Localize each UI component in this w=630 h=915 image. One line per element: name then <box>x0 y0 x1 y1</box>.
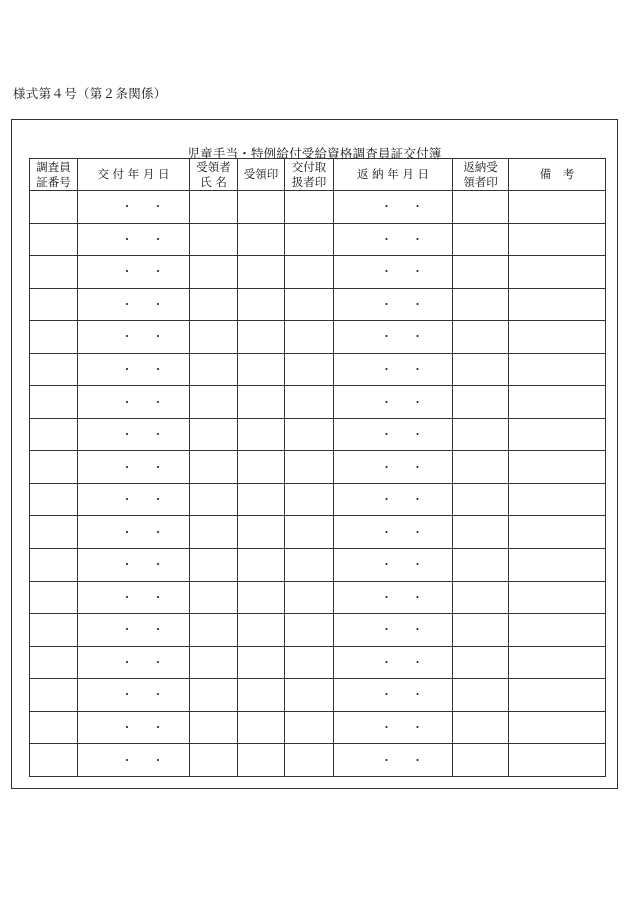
date-separator: ・ <box>121 688 133 702</box>
table-row <box>30 321 606 354</box>
cell-receipt-seal[interactable] <box>238 744 285 777</box>
cell-receipt-seal[interactable] <box>238 711 285 744</box>
header-row <box>30 159 606 191</box>
cell-receipt-seal[interactable] <box>238 321 285 354</box>
date-separator: ・ <box>381 688 392 702</box>
cell-receipt-seal[interactable] <box>238 581 285 614</box>
header-investigator-number: 調査員 証番号 <box>30 159 78 191</box>
date-separator: ・ <box>412 265 423 279</box>
date-separator: ・ <box>152 753 164 767</box>
cell-return-receiver-seal[interactable] <box>453 549 509 582</box>
date-separator: ・ <box>412 558 423 572</box>
cell-return-receiver-seal[interactable] <box>453 516 509 549</box>
cell-receipt-seal[interactable] <box>238 483 285 516</box>
cell-issuer-seal[interactable] <box>285 679 334 712</box>
date-separator: ・ <box>412 460 423 474</box>
header-remarks: 備 考 <box>509 159 606 191</box>
cell-recipient-name[interactable] <box>190 418 238 451</box>
cell-investigator-number[interactable] <box>30 321 78 354</box>
date-separator: ・ <box>381 232 392 246</box>
cell-return-date[interactable] <box>334 516 453 549</box>
cell-recipient-name[interactable] <box>190 614 238 647</box>
header-issue-date: 交 付 年 月 日 <box>78 159 190 191</box>
register-table <box>29 158 606 777</box>
cell-return-date[interactable] <box>334 288 453 321</box>
cell-issuer-seal[interactable] <box>285 256 334 289</box>
header-receipt-seal: 受領印 <box>238 159 285 191</box>
cell-return-date[interactable] <box>334 549 453 582</box>
cell-return-date[interactable] <box>334 386 453 419</box>
cell-issue-date[interactable] <box>78 418 190 451</box>
date-separator: ・ <box>121 753 133 767</box>
cell-remarks[interactable] <box>509 483 606 516</box>
date-separator: ・ <box>121 200 133 214</box>
cell-recipient-name[interactable] <box>190 516 238 549</box>
date-separator: ・ <box>412 395 423 409</box>
cell-return-date[interactable] <box>334 614 453 647</box>
date-separator: ・ <box>121 395 133 409</box>
cell-investigator-number[interactable] <box>30 711 78 744</box>
cell-recipient-name[interactable] <box>190 679 238 712</box>
date-separator: ・ <box>152 590 164 604</box>
cell-receipt-seal[interactable] <box>238 288 285 321</box>
table-row <box>30 386 606 419</box>
cell-receipt-seal[interactable] <box>238 191 285 224</box>
cell-return-date[interactable] <box>334 581 453 614</box>
date-separator: ・ <box>152 232 164 246</box>
date-separator: ・ <box>121 623 133 637</box>
cell-investigator-number[interactable] <box>30 353 78 386</box>
cell-issue-date[interactable] <box>78 288 190 321</box>
cell-issue-date[interactable] <box>78 353 190 386</box>
cell-issuer-seal[interactable] <box>285 418 334 451</box>
date-separator: ・ <box>412 590 423 604</box>
date-separator: ・ <box>121 330 133 344</box>
table-row <box>30 679 606 712</box>
cell-return-receiver-seal[interactable] <box>453 321 509 354</box>
table-row <box>30 744 606 777</box>
date-separator: ・ <box>412 493 423 507</box>
date-separator: ・ <box>381 590 392 604</box>
cell-investigator-number[interactable] <box>30 679 78 712</box>
cell-return-date[interactable] <box>334 223 453 256</box>
date-separator: ・ <box>381 265 392 279</box>
cell-return-receiver-seal[interactable] <box>453 191 509 224</box>
cell-recipient-name[interactable] <box>190 483 238 516</box>
table-row <box>30 646 606 679</box>
cell-investigator-number[interactable] <box>30 516 78 549</box>
date-separator: ・ <box>381 753 392 767</box>
cell-issuer-seal[interactable] <box>285 646 334 679</box>
date-separator: ・ <box>121 232 133 246</box>
table-row <box>30 711 606 744</box>
header-recipient-name: 受領者 氏 名 <box>190 159 238 191</box>
cell-return-date[interactable] <box>334 353 453 386</box>
cell-recipient-name[interactable] <box>190 451 238 484</box>
date-separator: ・ <box>121 525 133 539</box>
date-separator: ・ <box>152 623 164 637</box>
cell-issue-date[interactable] <box>78 646 190 679</box>
cell-issuer-seal[interactable] <box>285 549 334 582</box>
cell-return-date[interactable] <box>334 451 453 484</box>
cell-issuer-seal[interactable] <box>285 614 334 647</box>
cell-investigator-number[interactable] <box>30 386 78 419</box>
date-separator: ・ <box>152 395 164 409</box>
date-separator: ・ <box>381 460 392 474</box>
date-separator: ・ <box>121 460 133 474</box>
cell-return-receiver-seal[interactable] <box>453 711 509 744</box>
date-separator: ・ <box>152 428 164 442</box>
date-separator: ・ <box>152 688 164 702</box>
date-separator: ・ <box>412 688 423 702</box>
cell-issue-date[interactable] <box>78 321 190 354</box>
date-separator: ・ <box>152 363 164 376</box>
register-title: 児童手当・特例給付受給資格調査員証交付簿 <box>187 146 442 161</box>
date-separator: ・ <box>152 297 164 311</box>
cell-remarks[interactable] <box>509 614 606 647</box>
cell-issuer-seal[interactable] <box>285 581 334 614</box>
cell-issue-date[interactable] <box>78 614 190 647</box>
date-separator: ・ <box>152 200 164 214</box>
date-separator: ・ <box>381 655 392 669</box>
cell-receipt-seal[interactable] <box>238 451 285 484</box>
cell-recipient-name[interactable] <box>190 256 238 289</box>
date-separator: ・ <box>152 525 164 539</box>
date-separator: ・ <box>412 200 423 214</box>
date-separator: ・ <box>152 721 164 735</box>
cell-return-receiver-seal[interactable] <box>453 483 509 516</box>
cell-remarks[interactable] <box>509 711 606 744</box>
date-separator: ・ <box>121 590 133 604</box>
cell-return-date[interactable] <box>334 256 453 289</box>
cell-return-date[interactable] <box>334 744 453 777</box>
register-body <box>30 191 606 777</box>
cell-recipient-name[interactable] <box>190 223 238 256</box>
cell-issue-date[interactable] <box>78 516 190 549</box>
date-separator: ・ <box>381 428 392 442</box>
cell-issuer-seal[interactable] <box>285 516 334 549</box>
date-separator: ・ <box>121 493 133 507</box>
table-row <box>30 516 606 549</box>
cell-investigator-number[interactable] <box>30 418 78 451</box>
date-separator: ・ <box>121 655 133 669</box>
cell-return-date[interactable] <box>334 321 453 354</box>
date-separator: ・ <box>121 297 133 311</box>
table-row <box>30 483 606 516</box>
cell-receipt-seal[interactable] <box>238 516 285 549</box>
date-separator: ・ <box>412 363 423 376</box>
cell-receipt-seal[interactable] <box>238 353 285 386</box>
cell-return-receiver-seal[interactable] <box>453 288 509 321</box>
cell-issuer-seal[interactable] <box>285 288 334 321</box>
header-return-date: 返 納 年 月 日 <box>334 159 453 191</box>
cell-issuer-seal[interactable] <box>285 353 334 386</box>
date-separator: ・ <box>381 395 392 409</box>
cell-return-receiver-seal[interactable] <box>453 223 509 256</box>
date-separator: ・ <box>121 265 133 279</box>
date-separator: ・ <box>121 558 133 572</box>
date-separator: ・ <box>412 721 423 735</box>
cell-remarks[interactable] <box>509 451 606 484</box>
cell-recipient-name[interactable] <box>190 191 238 224</box>
cell-issue-date[interactable] <box>78 483 190 516</box>
cell-return-receiver-seal[interactable] <box>453 353 509 386</box>
cell-issue-date[interactable] <box>78 679 190 712</box>
cell-investigator-number[interactable] <box>30 483 78 516</box>
cell-recipient-name[interactable] <box>190 321 238 354</box>
date-separator: ・ <box>381 297 392 311</box>
cell-remarks[interactable] <box>509 288 606 321</box>
cell-remarks[interactable] <box>509 191 606 224</box>
cell-receipt-seal[interactable] <box>238 418 285 451</box>
cell-return-date[interactable] <box>334 679 453 712</box>
date-separator: ・ <box>381 623 392 637</box>
table-row <box>30 614 606 647</box>
table-row <box>30 353 606 386</box>
cell-issuer-seal[interactable] <box>285 711 334 744</box>
cell-issue-date[interactable] <box>78 581 190 614</box>
cell-investigator-number[interactable] <box>30 549 78 582</box>
cell-receipt-seal[interactable] <box>238 614 285 647</box>
cell-issue-date[interactable] <box>78 711 190 744</box>
date-separator: ・ <box>121 721 133 735</box>
date-separator: ・ <box>121 363 133 376</box>
date-separator: ・ <box>152 558 164 572</box>
date-separator: ・ <box>152 460 164 474</box>
date-separator: ・ <box>412 753 423 767</box>
date-separator: ・ <box>152 655 164 669</box>
cell-issue-date[interactable] <box>78 256 190 289</box>
cell-issue-date[interactable] <box>78 549 190 582</box>
date-separator: ・ <box>381 558 392 572</box>
cell-issuer-seal[interactable] <box>285 321 334 354</box>
table-row <box>30 549 606 582</box>
header-issuer-seal: 交付取 扱者印 <box>285 159 334 191</box>
table-row <box>30 256 606 289</box>
cell-remarks[interactable] <box>509 646 606 679</box>
date-separator: ・ <box>381 200 392 214</box>
cell-issuer-seal[interactable] <box>285 191 334 224</box>
cell-issuer-seal[interactable] <box>285 744 334 777</box>
cell-remarks[interactable] <box>509 549 606 582</box>
cell-issuer-seal[interactable] <box>285 483 334 516</box>
cell-receipt-seal[interactable] <box>238 549 285 582</box>
cell-investigator-number[interactable] <box>30 288 78 321</box>
cell-issue-date[interactable] <box>78 223 190 256</box>
cell-return-date[interactable] <box>334 191 453 224</box>
table-row <box>30 191 606 224</box>
date-separator: ・ <box>381 330 392 344</box>
cell-investigator-number[interactable] <box>30 744 78 777</box>
cell-issuer-seal[interactable] <box>285 451 334 484</box>
cell-return-receiver-seal[interactable] <box>453 418 509 451</box>
cell-issue-date[interactable] <box>78 386 190 419</box>
table-row <box>30 418 606 451</box>
date-separator: ・ <box>152 330 164 344</box>
cell-recipient-name[interactable] <box>190 386 238 419</box>
date-separator: ・ <box>412 525 423 539</box>
cell-return-receiver-seal[interactable] <box>453 744 509 777</box>
date-separator: ・ <box>412 232 423 246</box>
cell-remarks[interactable] <box>509 223 606 256</box>
register-frame <box>11 119 618 789</box>
table-row <box>30 223 606 256</box>
date-separator: ・ <box>381 721 392 735</box>
cell-investigator-number[interactable] <box>30 581 78 614</box>
cell-issuer-seal[interactable] <box>285 223 334 256</box>
table-row <box>30 581 606 614</box>
cell-investigator-number[interactable] <box>30 451 78 484</box>
cell-receipt-seal[interactable] <box>238 223 285 256</box>
date-separator: ・ <box>381 363 392 376</box>
cell-investigator-number[interactable] <box>30 614 78 647</box>
cell-recipient-name[interactable] <box>190 353 238 386</box>
cell-receipt-seal[interactable] <box>238 679 285 712</box>
date-separator: ・ <box>412 330 423 344</box>
cell-recipient-name[interactable] <box>190 711 238 744</box>
cell-issue-date[interactable] <box>78 191 190 224</box>
date-separator: ・ <box>152 265 164 279</box>
cell-investigator-number[interactable] <box>30 223 78 256</box>
date-separator: ・ <box>412 297 423 311</box>
date-separator: ・ <box>412 623 423 637</box>
cell-remarks[interactable] <box>509 353 606 386</box>
cell-return-date[interactable] <box>334 711 453 744</box>
date-separator: ・ <box>121 428 133 442</box>
cell-return-receiver-seal[interactable] <box>453 614 509 647</box>
cell-remarks[interactable] <box>509 679 606 712</box>
date-separator: ・ <box>412 655 423 669</box>
cell-investigator-number[interactable] <box>30 256 78 289</box>
cell-return-receiver-seal[interactable] <box>453 581 509 614</box>
date-separator: ・ <box>381 525 392 539</box>
cell-return-date[interactable] <box>334 418 453 451</box>
cell-issuer-seal[interactable] <box>285 386 334 419</box>
cell-remarks[interactable] <box>509 418 606 451</box>
cell-recipient-name[interactable] <box>190 744 238 777</box>
cell-return-receiver-seal[interactable] <box>453 679 509 712</box>
cell-issue-date[interactable] <box>78 451 190 484</box>
cell-receipt-seal[interactable] <box>238 386 285 419</box>
cell-investigator-number[interactable] <box>30 646 78 679</box>
cell-issue-date[interactable] <box>78 744 190 777</box>
cell-return-date[interactable] <box>334 483 453 516</box>
cell-investigator-number[interactable] <box>30 191 78 224</box>
cell-recipient-name[interactable] <box>190 581 238 614</box>
cell-receipt-seal[interactable] <box>238 256 285 289</box>
cell-remarks[interactable] <box>509 386 606 419</box>
date-separator: ・ <box>381 493 392 507</box>
cell-return-receiver-seal[interactable] <box>453 646 509 679</box>
cell-return-receiver-seal[interactable] <box>453 256 509 289</box>
cell-recipient-name[interactable] <box>190 288 238 321</box>
cell-remarks[interactable] <box>509 256 606 289</box>
cell-remarks[interactable] <box>509 744 606 777</box>
cell-remarks[interactable] <box>509 581 606 614</box>
table-row <box>30 451 606 484</box>
date-separator: ・ <box>412 428 423 442</box>
cell-return-date[interactable] <box>334 646 453 679</box>
date-separator: ・ <box>152 493 164 507</box>
table-row <box>30 288 606 321</box>
header-return-receiver-seal: 返納受 領者印 <box>453 159 509 191</box>
cell-return-receiver-seal[interactable] <box>453 386 509 419</box>
cell-remarks[interactable] <box>509 321 606 354</box>
form-number-label: 様式第４号（第２条関係） <box>13 86 167 101</box>
cell-recipient-name[interactable] <box>190 646 238 679</box>
cell-remarks[interactable] <box>509 516 606 549</box>
cell-receipt-seal[interactable] <box>238 646 285 679</box>
cell-recipient-name[interactable] <box>190 549 238 582</box>
cell-return-receiver-seal[interactable] <box>453 451 509 484</box>
